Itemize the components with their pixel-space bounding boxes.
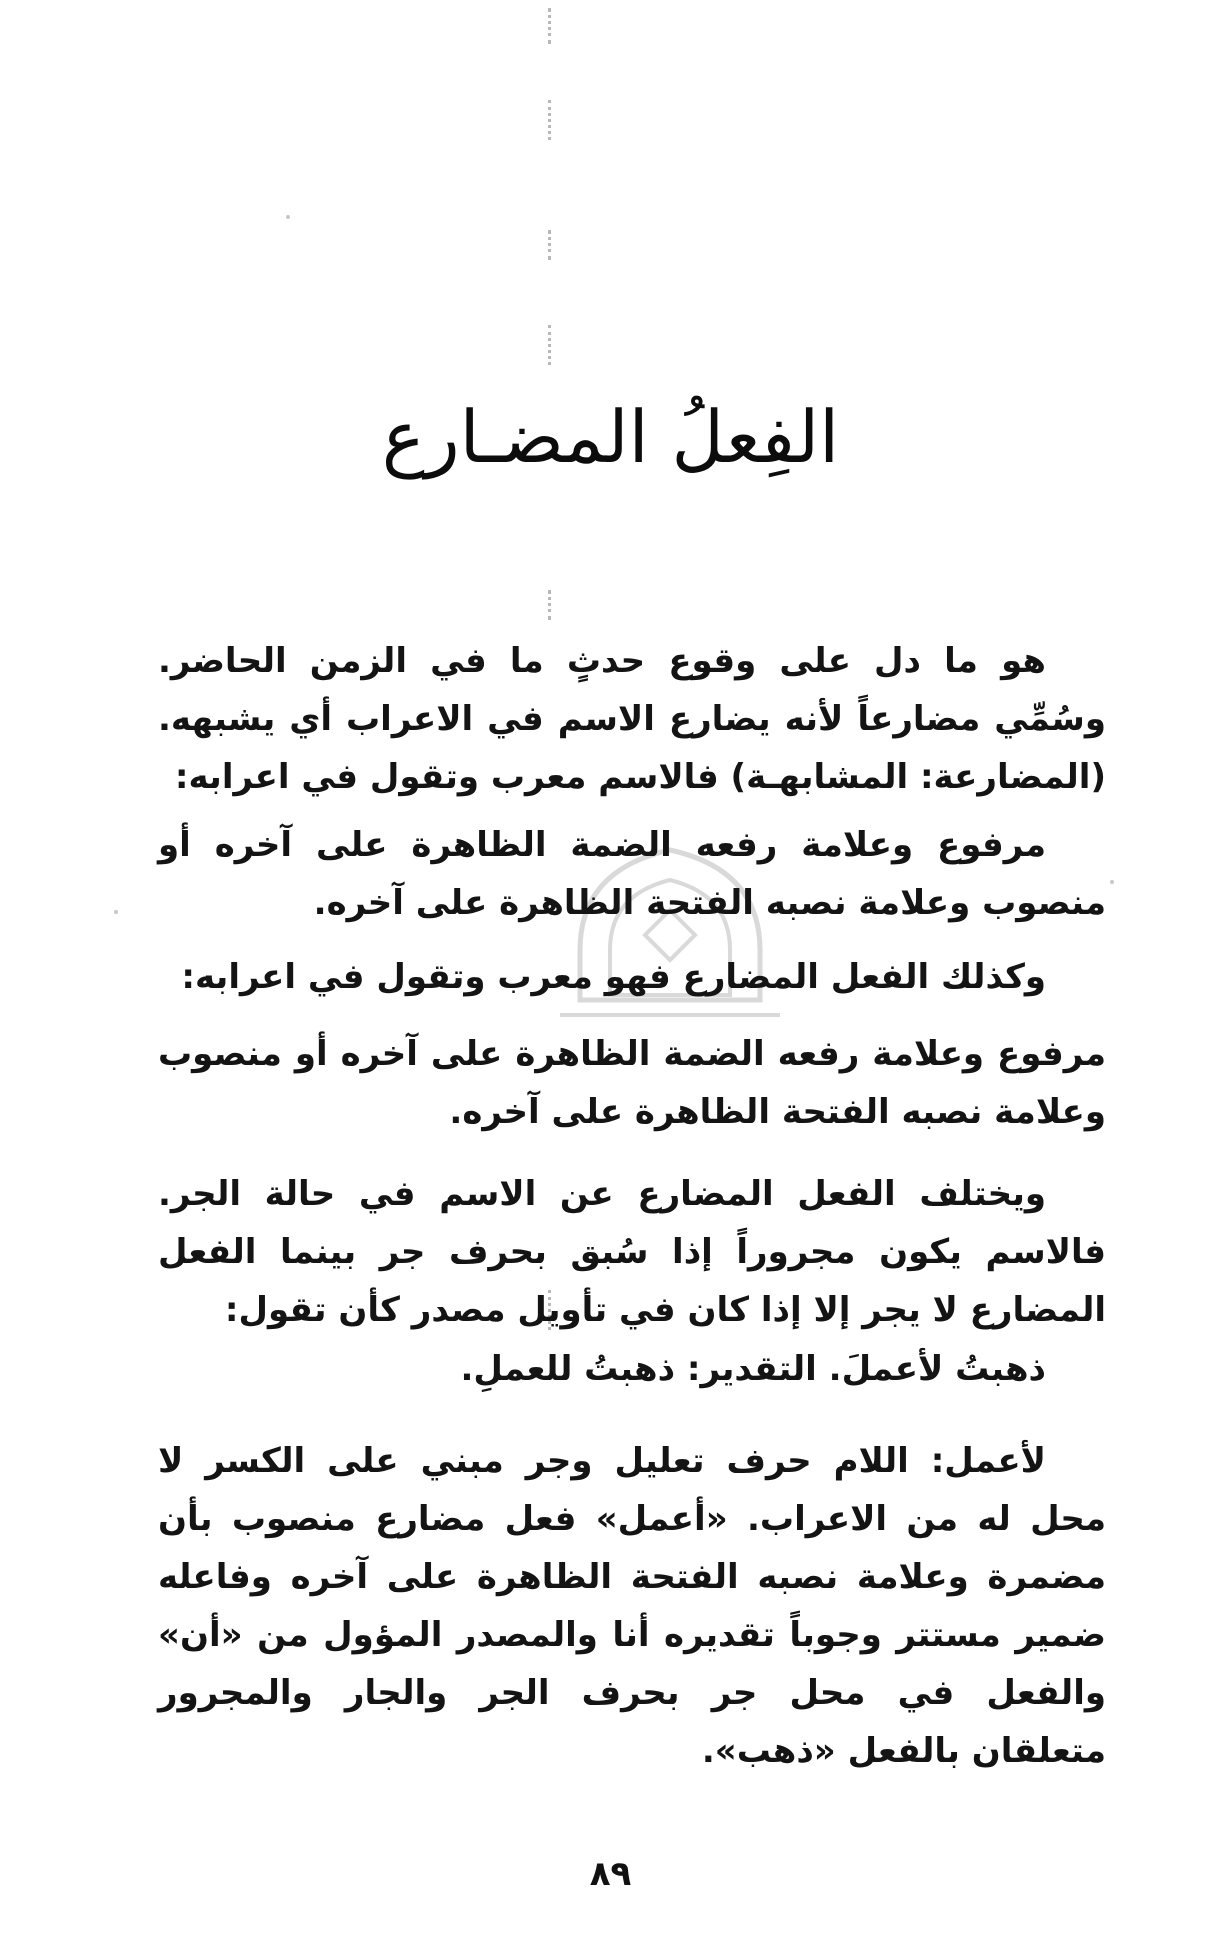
scan-speck [286,215,290,219]
scan-speck [114,910,118,914]
paragraph-noun-inflection: مرفوع وعلامة رفعه الضمة الظاهرة على آخره أو منصوب وعلامة نصبه الفتحة الظاهرة على آخره. [158,825,1106,923]
paragraph-example: ذهبتُ لأعملَ. التقدير: ذهبتُ للعملِ. [460,1349,1046,1389]
paragraph-verb-inflection: مرفوع وعلامة رفعه الضمة الظاهرة على آخره أو منصوب وعلامة نصبه الفتحة الظاهرة على آخره. [158,1034,1106,1132]
chapter-title: الفِعلُ المضـارع [381,395,840,479]
scan-artifact-dots [548,8,555,44]
scan-artifact-dots [548,100,555,140]
scan-artifact-dots [548,230,555,260]
paragraph-verb-inflection-intro: وكذلك الفعل المضارع فهو معرب وتقول في اعرابه: [181,957,1046,997]
paragraph-genitive-difference: ويختلف الفعل المضارع عن الاسم في حالة الجر. فالاسم يكون مجروراً إذا سُبق بحرف جر بينما الفعل المضارع لا يجر إلا إذا كان في تأويل مصدر كأن تقول: [158,1174,1106,1330]
paragraph-parsing: لأعمل: اللام حرف تعليل وجر مبني على الكسر لا محل له من الاعراب. «أعمل» فعل مضارع منصوب بأن مضمرة وعلامة نصبه الفتحة الظاهرة على آخره وفاعله ضمير مستتر وجوباً تقديره أنا والمصدر المؤول من «أن» والفعل في محل جر بحرف الجر والجار والمجرور متعلقان بالفعل «ذهب». [158,1441,1106,1771]
scan-artifact-dots [548,590,555,620]
page-number: ٨٩ [589,1854,632,1894]
scan-artifact-dots [548,325,555,365]
paragraph-definition: هو ما دل على وقوع حدثٍ ما في الزمن الحاضر. وسُمِّي مضارعاً لأنه يضارع الاسم في الاعراب أي يشبهه. (المضارعة: المشابهـة) فالاسم معرب وتقول في اعرابه: [158,641,1106,797]
scan-speck [1110,880,1114,884]
